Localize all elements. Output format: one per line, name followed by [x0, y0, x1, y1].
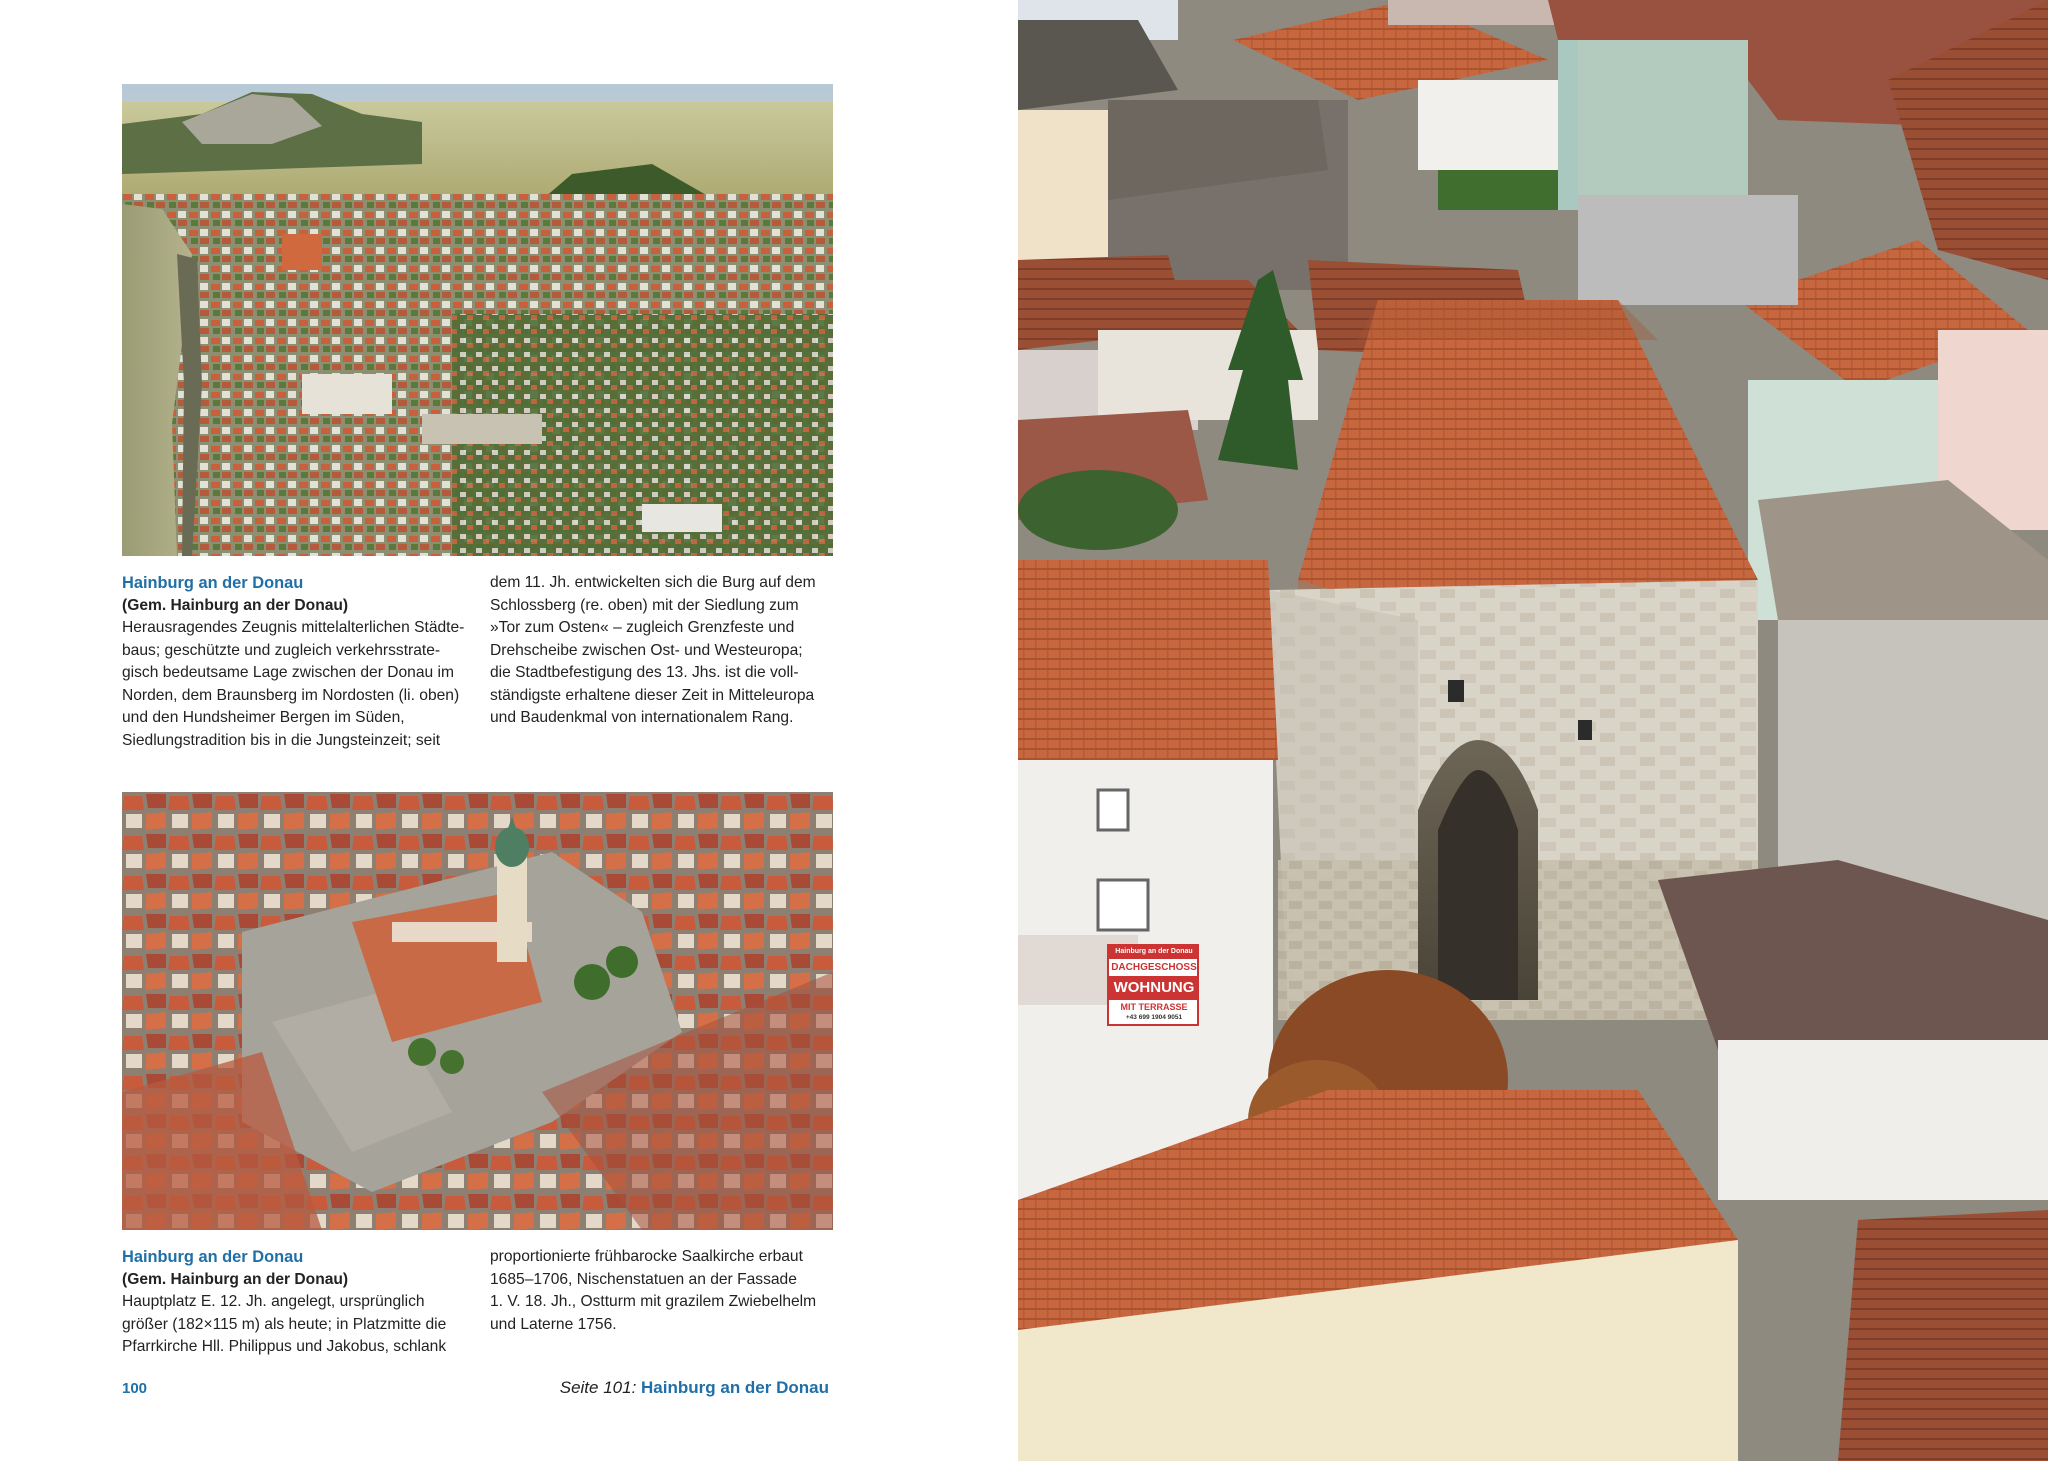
caption-line: Norden, dem Braunsberg im Nordosten (li. oben)	[122, 686, 460, 704]
caption-line: Pfarrkirche Hll. Philippus und Jakobus, schlank	[122, 1338, 447, 1355]
caption-line: Drehscheibe zwischen Ost- und Westeuropa;	[490, 641, 803, 659]
aerial-photo-main-square	[122, 792, 833, 1230]
aerial-photo-city-gate-tower	[1018, 0, 2048, 1461]
see-also-reference	[560, 1378, 829, 1398]
aerial-photo-town-overview	[122, 84, 833, 556]
caption-subtitle: (Gem. Hainburg an der Donau)	[122, 1270, 349, 1288]
caption-line: größer (182×115 m) als heute; in Platzmitte die	[122, 1315, 447, 1333]
caption-top-column-2	[490, 572, 840, 730]
see-also-prefix: Seite 101:	[559, 1378, 637, 1397]
caption-line: und Baudenkmal von internationalem Rang.	[490, 709, 794, 726]
caption-title: Hainburg an der Donau	[122, 1248, 304, 1266]
caption-line: und den Hundsheimer Bergen im Süden,	[122, 709, 405, 726]
banner-line-3: MIT TERRASSE	[1120, 1002, 1188, 1012]
caption-line: und Laterne 1756.	[490, 1315, 617, 1333]
caption-bottom-column-2	[490, 1246, 840, 1336]
banner-line-1: DACHGESCHOSS	[1111, 962, 1197, 973]
banner-line-2: WOHNUNG	[1113, 979, 1195, 996]
caption-line: Hauptplatz E. 12. Jh. angelegt, ursprünglich	[122, 1293, 425, 1310]
caption-line: Schlossberg (re. oben) mit der Siedlung zum	[490, 596, 799, 614]
caption-line: dem 11. Jh. entwickelten sich die Burg auf dem	[490, 574, 816, 591]
caption-line: proportionierte frühbarocke Saalkirche erbaut	[490, 1248, 803, 1265]
caption-title: Hainburg an der Donau	[122, 574, 304, 592]
banner-top-text: Hainburg an der Donau	[1115, 948, 1193, 955]
caption-line: Siedlungstradition bis in die Jungsteinzeit; seit	[122, 731, 441, 749]
caption-line: Herausragendes Zeugnis mittelalterlichen Städte-	[122, 619, 465, 636]
caption-line: 1. V. 18. Jh., Ostturm mit grazilem Zwiebelhelm	[490, 1293, 817, 1310]
see-also-place: Hainburg an der Donau	[641, 1378, 829, 1397]
caption-line: baus; geschützte und zugleich verkehrsstrate-	[122, 641, 441, 659]
page-number: 100	[122, 1380, 148, 1397]
caption-line: »Tor zum Osten« – zugleich Grenzfeste und	[490, 619, 795, 636]
caption-bottom-column-1	[122, 1246, 472, 1359]
caption-top-column-1	[122, 572, 472, 752]
caption-subtitle: (Gem. Hainburg an der Donau)	[122, 596, 349, 614]
caption-line: ständigste erhaltene dieser Zeit in Mitteleuropa	[490, 686, 815, 704]
caption-line: gisch bedeutsame Lage zwischen der Donau im	[122, 664, 454, 681]
banner-phone: +43 699 1904 9051	[1125, 1014, 1183, 1021]
caption-line: die Stadtbefestigung des 13. Jhs. ist die voll-	[490, 664, 799, 681]
caption-line: 1685–1706, Nischenstatuen an der Fassade	[490, 1270, 797, 1288]
